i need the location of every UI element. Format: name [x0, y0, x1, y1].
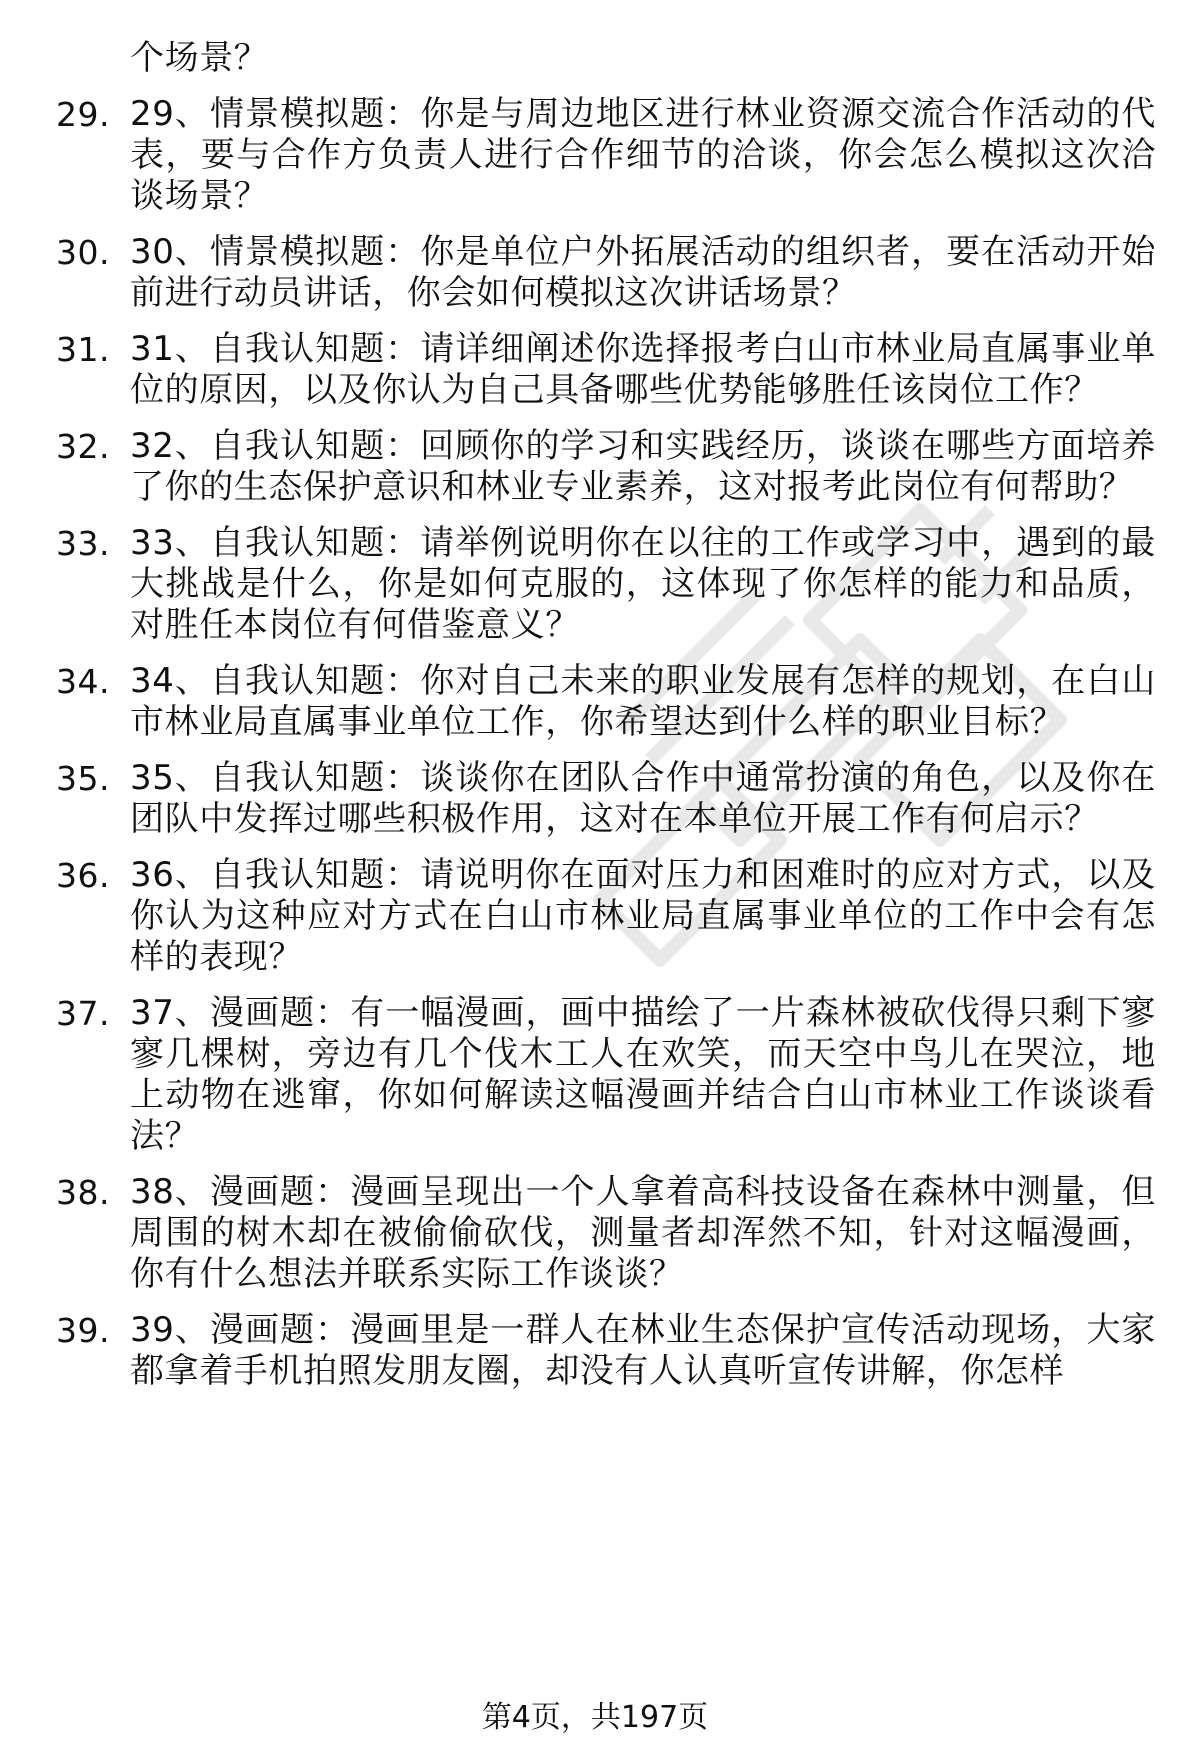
item-number: 35. [56, 759, 110, 798]
item-text: 32、自我认知题：回顾你的学习和实践经历，谈谈在哪些方面培养了你的生态保护意识和林业专业素养，这对报考此岗位有何帮助？ [130, 426, 1156, 507]
continued-text: 个场景？ [130, 38, 269, 78]
item-text: 34、自我认知题：你对自己未来的职业发展有怎样的规划，在白山市林业局直属事业单位工作，你希望达到什么样的职业目标？ [130, 661, 1156, 742]
item-text: 36、自我认知题：请说明你在面对压力和困难时的应对方式，以及你认为这种应对方式在白山市林业局直属事业单位的工作中会有怎样的表现？ [130, 855, 1156, 977]
item-text: 31、自我认知题：请详细阐述你选择报考白山市林业局直属事业单位的原因，以及你认为自己具备哪些优势能够胜任该岗位工作？ [130, 329, 1156, 410]
list-item [0, 523, 1190, 646]
item-number: 34. [56, 662, 110, 701]
item-text: 37、漫画题：有一幅漫画，画中描绘了一片森林被砍伐得只剩下寥寥几棵树，旁边有几个伐木工人在欢笑，而天空中鸟儿在哭泣，地上动物在逃窜，你如何解读这幅漫画并结合白山市林业工作谈谈看法？ [130, 993, 1156, 1156]
item-text: 29、情景模拟题：你是与周边地区进行林业资源交流合作活动的代表，要与合作方负责人进行合作细节的洽谈，你会怎么模拟这次洽谈场景？ [130, 94, 1156, 216]
list-item [0, 993, 1190, 1157]
item-text: 39、漫画题：漫画里是一群人在林业生态保护宣传活动现场，大家都拿着手机拍照发朋友圈，却没有人认真听宣传讲解，你怎样 [130, 1310, 1156, 1391]
list-item [0, 426, 1190, 508]
item-text: 30、情景模拟题：你是单位户外拓展活动的组织者，要在活动开始前进行动员讲话，你会如何模拟这次讲话场景？ [130, 232, 1156, 313]
item-number: 29. [56, 95, 110, 134]
item-number: 32. [56, 427, 110, 466]
item-number: 38. [56, 1173, 110, 1212]
page-footer: 第4页，共197页 [481, 1700, 709, 1735]
list-item [0, 232, 1190, 314]
item-number: 36. [56, 856, 110, 895]
list-item [0, 329, 1190, 411]
item-number: 37. [56, 994, 110, 1033]
question-list [0, 38, 1190, 1407]
list-item [0, 855, 1190, 978]
list-item [0, 38, 1190, 79]
item-number: 39. [56, 1311, 110, 1350]
list-item [0, 1310, 1190, 1392]
list-item [0, 661, 1190, 743]
item-number: 33. [56, 524, 110, 563]
item-number: 30. [56, 233, 110, 272]
item-text: 35、自我认知题：谈谈你在团队合作中通常扮演的角色，以及你在团队中发挥过哪些积极作用，这对在本单位开展工作有何启示？ [130, 758, 1156, 839]
list-item [0, 94, 1190, 217]
item-number: 31. [56, 330, 110, 369]
item-text: 38、漫画题：漫画呈现出一个人拿着高科技设备在森林中测量，但周围的树木却在被偷偷砍伐，测量者却浑然不知，针对这幅漫画，你有什么想法并联系实际工作谈谈？ [130, 1172, 1156, 1294]
list-item [0, 758, 1190, 840]
list-item [0, 1172, 1190, 1295]
item-text: 33、自我认知题：请举例说明你在以往的工作或学习中，遇到的最大挑战是什么，你是如何克服的，这体现了你怎样的能力和品质，对胜任本岗位有何借鉴意义？ [130, 523, 1156, 645]
